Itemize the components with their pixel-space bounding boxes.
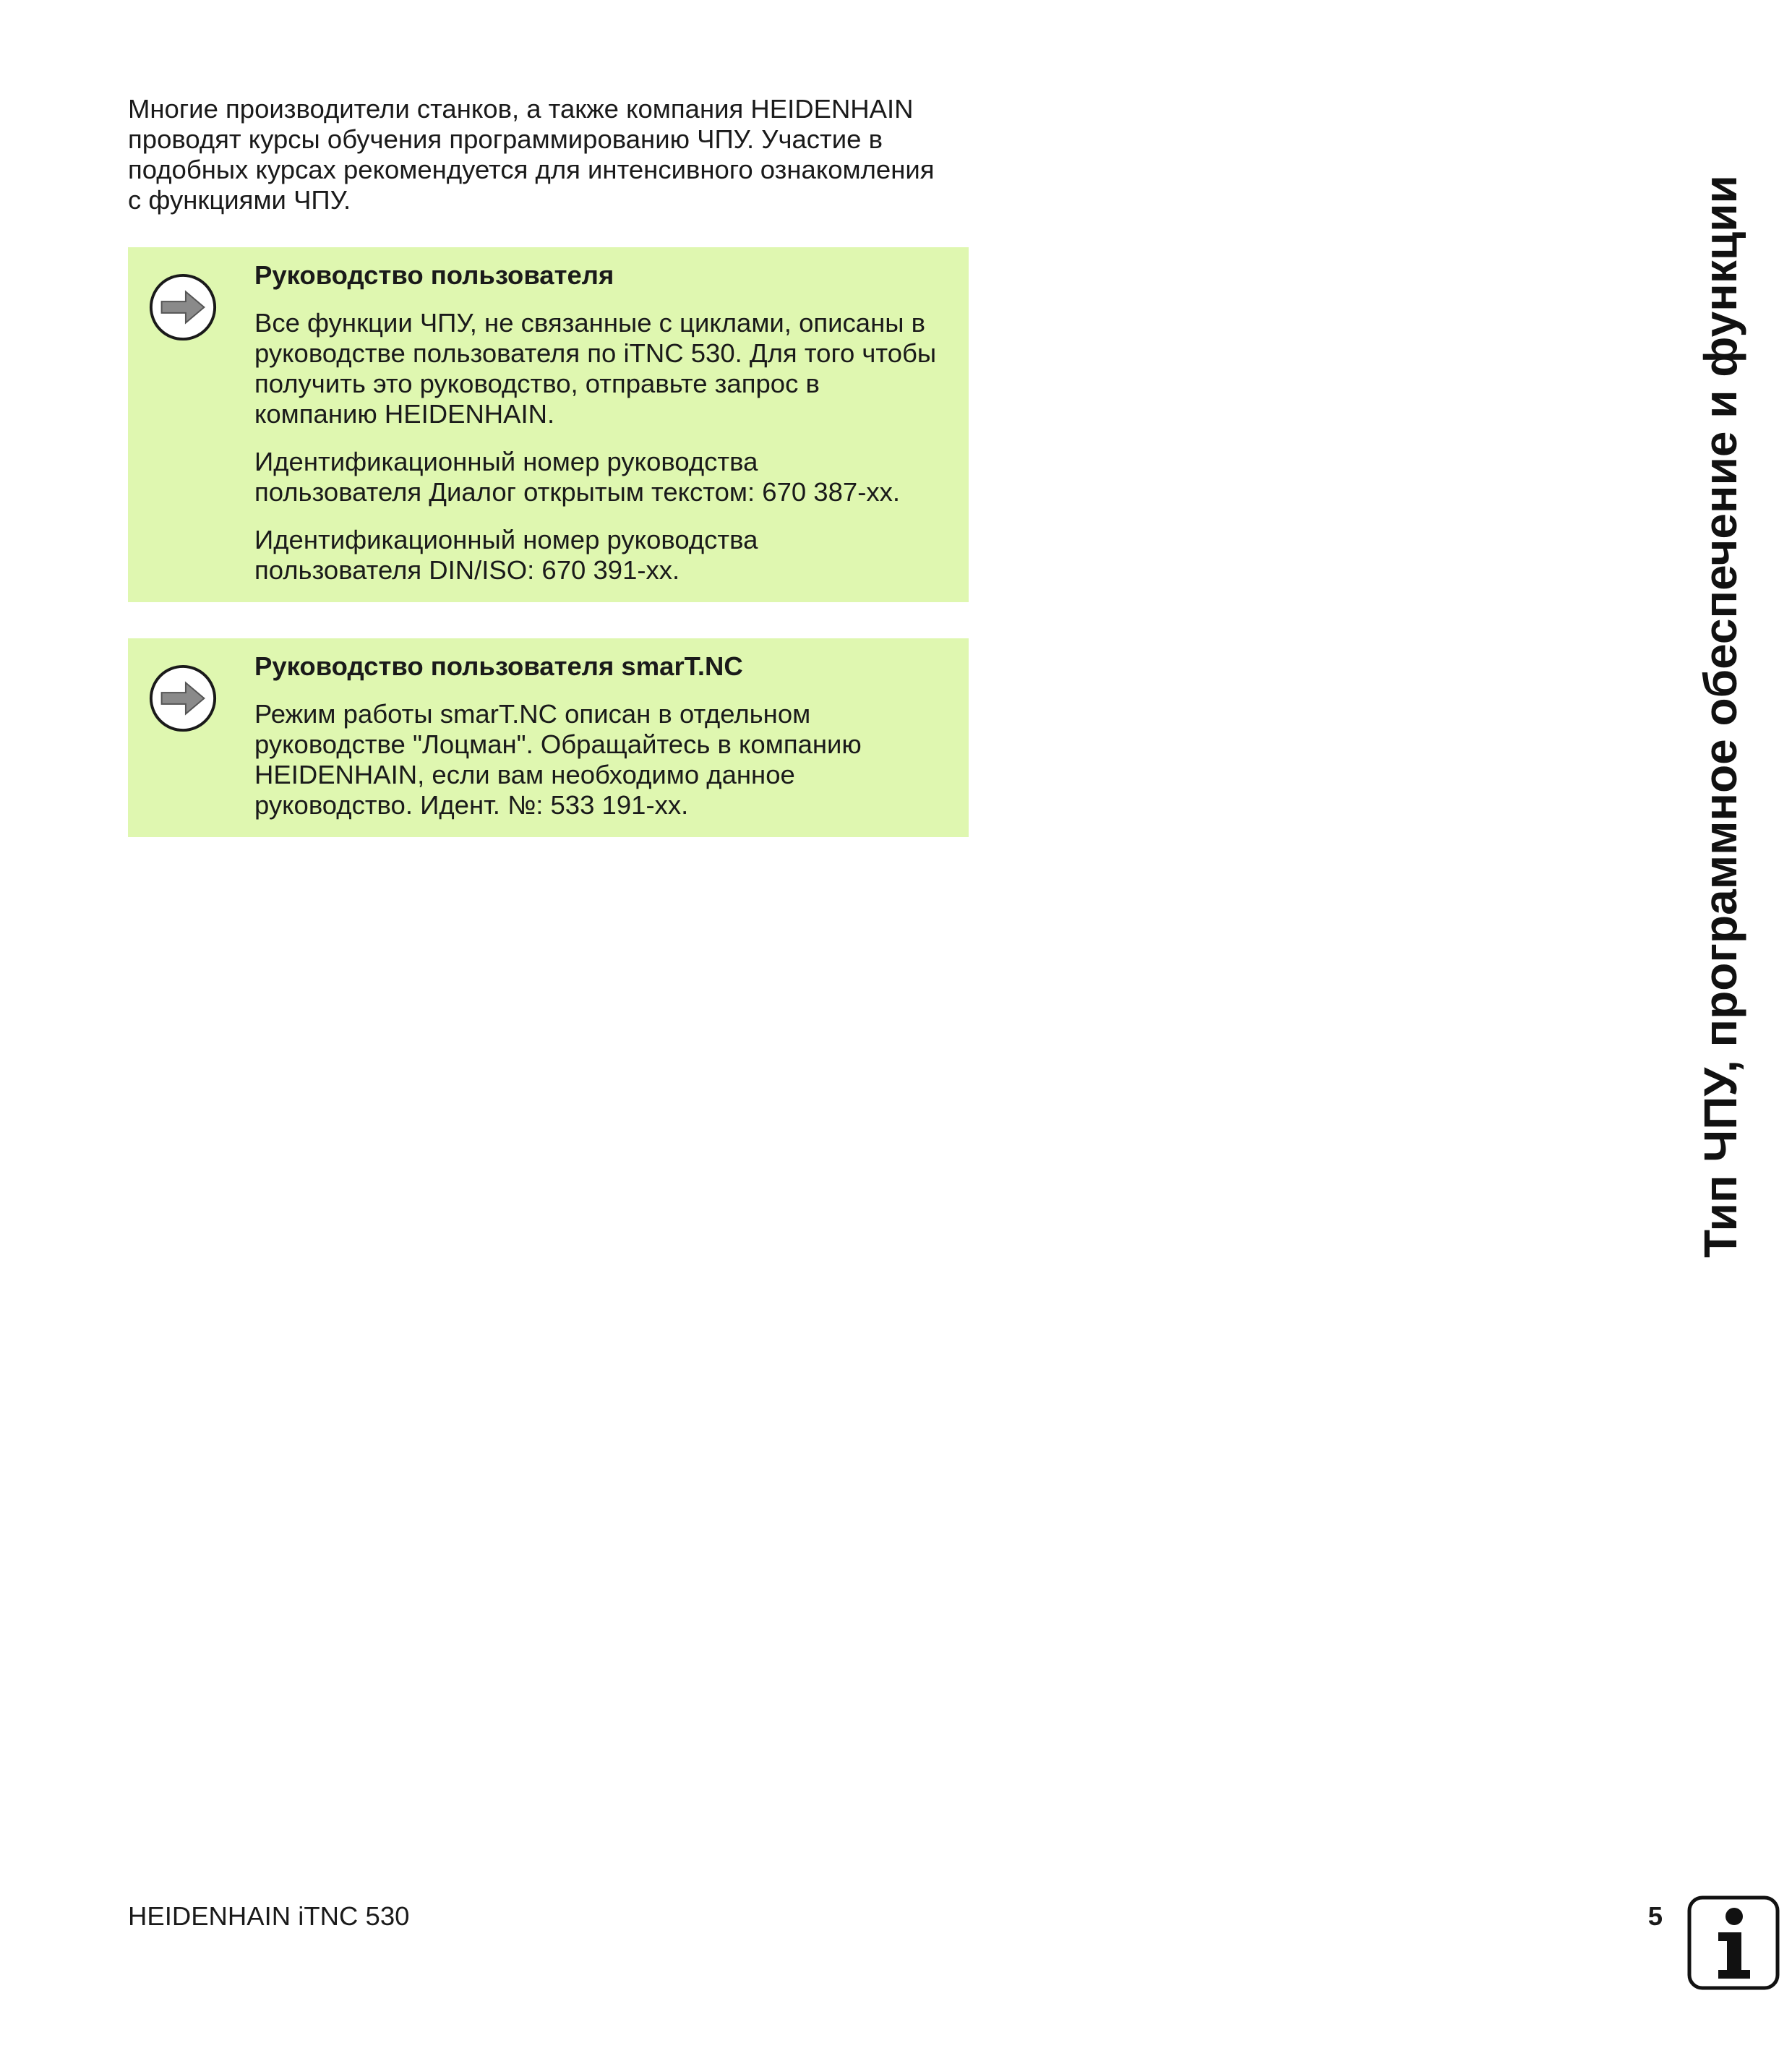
note-body — [254, 260, 956, 603]
note-line: HEIDENHAIN, если вам необходимо данное — [254, 760, 795, 789]
note-body — [254, 651, 956, 838]
note-title: Руководство пользователя — [254, 260, 614, 290]
user-manual-note — [128, 247, 969, 602]
intro-line: проводят курсы обучения программированию ЧПУ. Участие в — [128, 124, 883, 154]
info-icon — [1686, 1895, 1780, 1991]
note-line: пользователя Диалог открытым текстом: 670 387-xx. — [254, 477, 901, 507]
note-line: руководство. Идент. №: 533 191-xx. — [254, 790, 689, 820]
note-line: Режим работы smarT.NC описан в отдельном — [254, 699, 811, 729]
intro-line: подобных курсах рекомендуется для интенсивного ознакомления — [128, 155, 935, 184]
note-line: компанию HEIDENHAIN. — [254, 399, 555, 429]
intro-line: Многие производители станков, а также компания HEIDENHAIN — [128, 94, 914, 124]
side-chapter-title: Тип ЧПУ, программное обеспечение и функции — [1694, 175, 1746, 1258]
arrow-right-icon — [147, 272, 218, 343]
note-line: Идентификационный номер руководства — [254, 525, 758, 554]
note-title: Руководство пользователя smarT.NC — [254, 651, 743, 681]
note-line: Идентификационный номер руководства — [254, 447, 758, 476]
note-paragraph — [254, 447, 956, 507]
page-number: 5 — [1647, 1901, 1663, 1931]
footer-product-name: HEIDENHAIN iTNC 530 — [128, 1901, 410, 1931]
note-paragraph — [254, 525, 956, 586]
note-line: руководстве "Лоцман". Обращайтесь в компанию — [254, 729, 862, 759]
note-line: пользователя DIN/ISO: 670 391-xx. — [254, 555, 680, 585]
note-line: Все функции ЧПУ, не связанные с циклами, описаны в — [254, 308, 926, 338]
note-line: руководстве пользователя по iTNC 530. Для того чтобы — [254, 338, 937, 368]
note-paragraph — [254, 699, 956, 821]
note-paragraph — [254, 308, 956, 429]
note-line: получить это руководство, отправьте запрос в — [254, 369, 820, 398]
arrow-right-icon — [147, 663, 218, 734]
intro-paragraph — [128, 94, 974, 215]
smartnc-manual-note — [128, 638, 969, 837]
intro-line: с функциями ЧПУ. — [128, 185, 351, 215]
side-chapter-title-container — [1684, 80, 1764, 1258]
